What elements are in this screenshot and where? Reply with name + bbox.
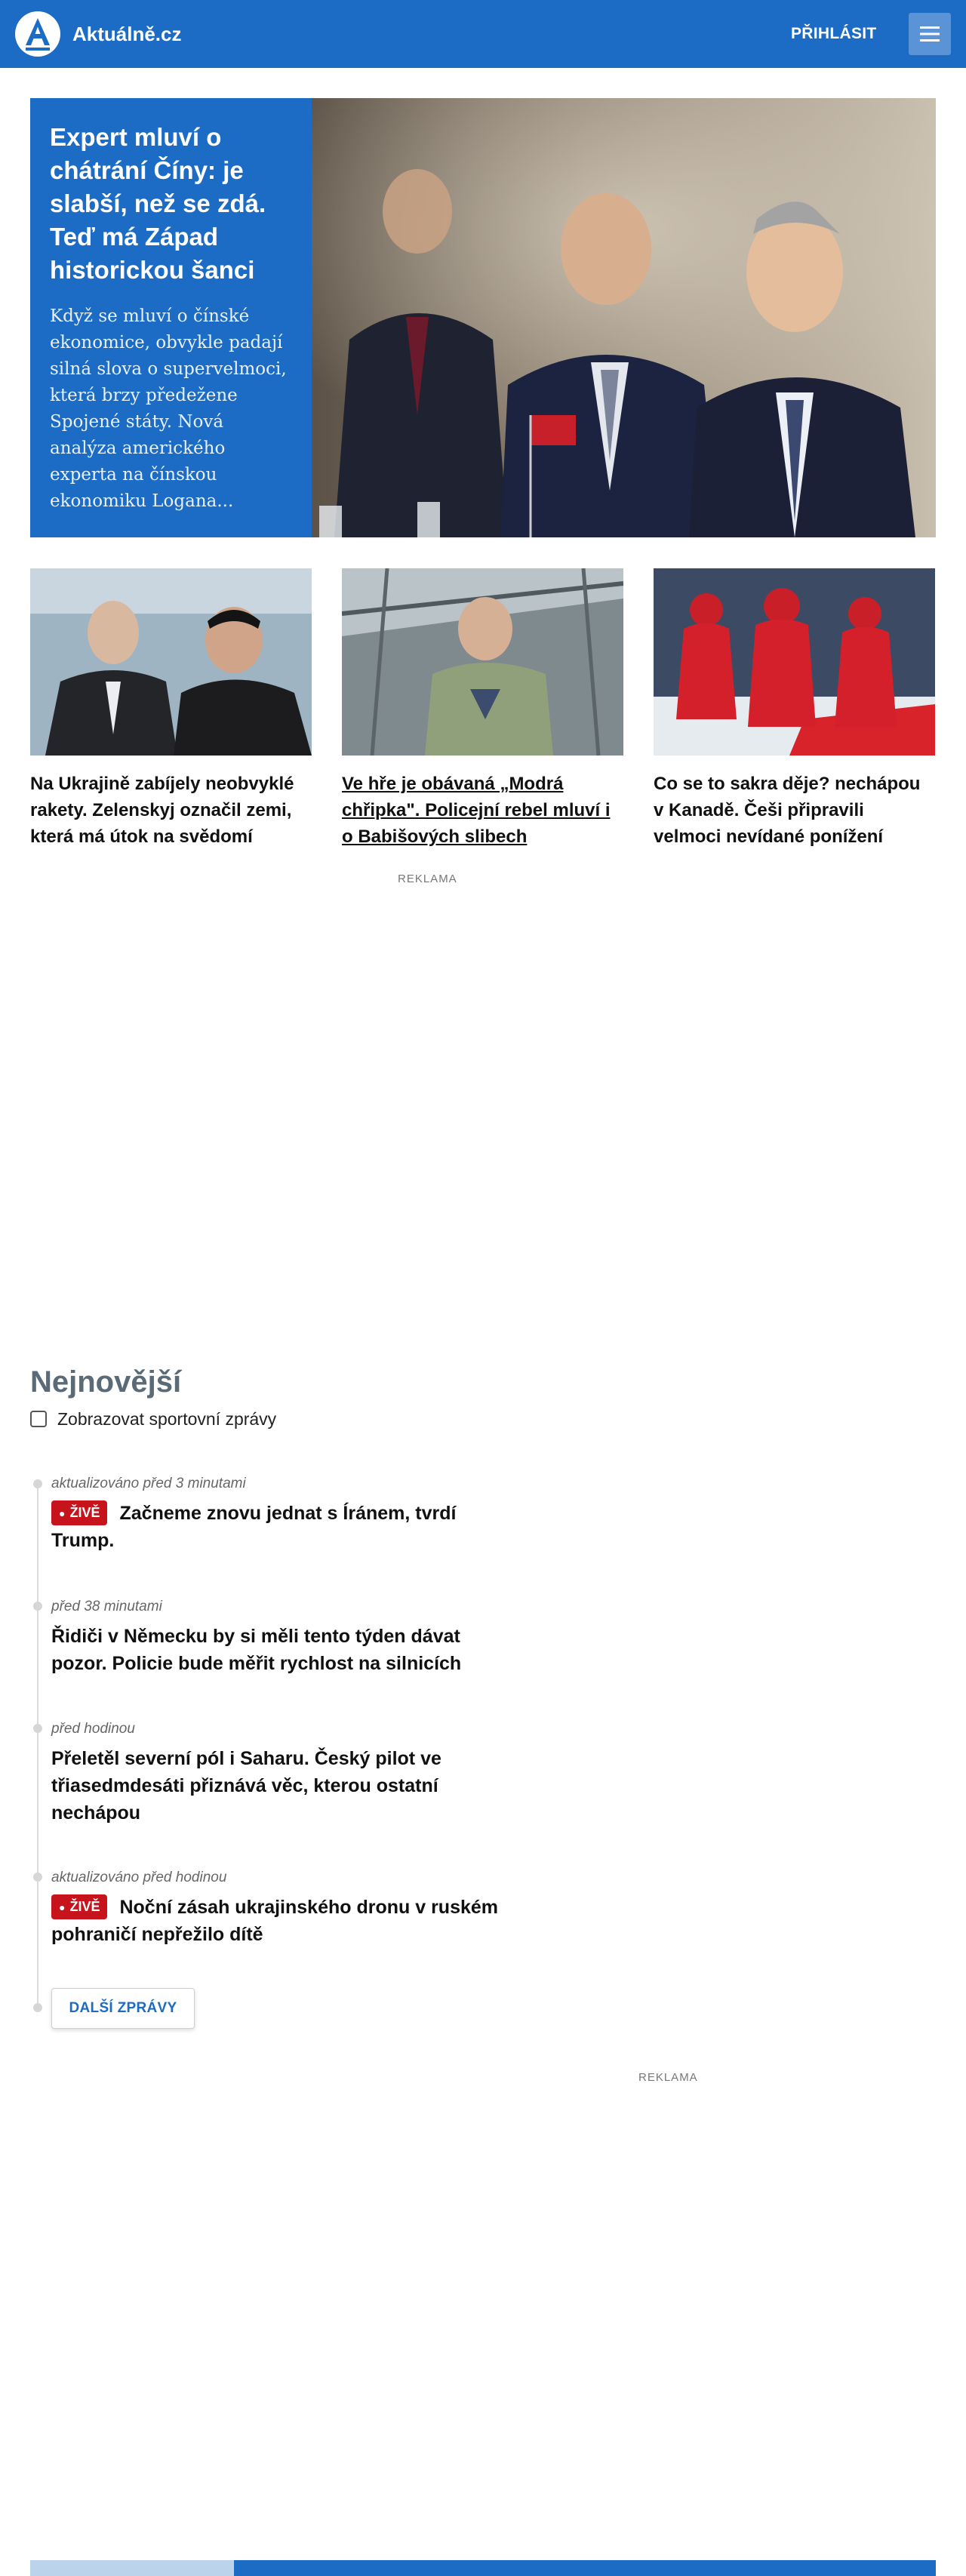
menu-button[interactable] [909, 13, 951, 55]
article-title[interactable]: Ve hře je obávaná „Modrá chřipka". Policejní rebel mluví i o Babišových slibech [342, 774, 611, 847]
news-item[interactable] [51, 1719, 504, 1827]
hero-article[interactable] [30, 98, 936, 537]
article-card[interactable] [30, 568, 312, 850]
hero-text-box [30, 98, 312, 537]
live-badge [51, 1500, 107, 1525]
news-time: před 38 minutami [51, 1599, 162, 1614]
live-dot-icon: ● [59, 1507, 66, 1519]
live-label: ŽIVĚ [69, 1899, 100, 1914]
sports-toggle[interactable] [30, 1408, 276, 1430]
article-title[interactable]: Co se to sakra děje? nechápou v Kanadě. Češi připravili velmoci nevídané ponížení [654, 774, 921, 847]
logo-letter-a [23, 17, 53, 51]
hero-photo[interactable] [312, 98, 936, 537]
news-item[interactable] [51, 1474, 504, 1554]
news-item[interactable] [51, 1597, 504, 1677]
ad-label: REKLAMA [638, 2071, 698, 2084]
section-tab-light[interactable] [30, 2560, 234, 2576]
news-title[interactable] [51, 1894, 504, 1948]
article-title[interactable]: Na Ukrajině zabíjely neobvyklé rakety. Zelenskyj označil zemi, která má útok na svědomí [30, 774, 294, 847]
ad-slot [30, 898, 936, 1321]
news-title[interactable]: Přeletěl severní pól i Saharu. Český pilot ve třiasedmdesáti přiznává věc, kterou ostatní nechápou [51, 1748, 441, 1824]
site-name[interactable]: Aktuálně.cz [72, 23, 182, 45]
news-title[interactable]: Řidiči v Německu by si měli tento týden dávat pozor. Policie bude měřit rychlost na silnicích [51, 1626, 462, 1674]
live-badge [51, 1894, 107, 1919]
article-photo[interactable] [654, 568, 935, 756]
login-button[interactable]: PŘIHLÁSIT [791, 25, 877, 42]
article-photo[interactable] [30, 568, 312, 756]
timeline-dot [33, 2003, 42, 2012]
ad-label: REKLAMA [398, 873, 457, 885]
news-time: aktualizováno před 3 minutami [51, 1476, 246, 1491]
news-title-text[interactable]: Začneme znovu jednat s Íránem, tvrdí Trump. [51, 1503, 457, 1551]
news-item[interactable] [51, 1868, 504, 1948]
sports-toggle-label[interactable]: Zobrazovat sportovní zprávy [57, 1408, 277, 1429]
more-news-button[interactable]: DALŠÍ ZPRÁVY [51, 1988, 195, 2029]
news-title[interactable] [51, 1500, 504, 1554]
live-dot-icon: ● [59, 1901, 66, 1913]
site-header [0, 0, 966, 68]
timeline-line [37, 1479, 38, 2008]
hero-title[interactable]: Expert mluví o chátrání Číny: je slabší, než se zdá. Teď má Západ historickou šanci [50, 123, 266, 284]
article-card[interactable] [342, 568, 623, 850]
article-card[interactable] [654, 568, 935, 850]
timeline-dot [33, 1724, 42, 1733]
news-title-text[interactable]: Noční zásah ukrajinského dronu v ruském pohraničí nepřežilo dítě [51, 1897, 499, 1945]
article-photo[interactable] [342, 568, 623, 756]
hamburger-icon [920, 26, 940, 42]
logo-icon[interactable] [15, 11, 60, 57]
sports-checkbox[interactable] [30, 1411, 47, 1427]
hero-perex: Když se mluví o čínské ekonomice, obvykle padají silná slova o supervelmoci, která brzy předežene Spojené státy. Nová analýza amerického experta na čínskou ekonomiku Logana... [50, 306, 287, 511]
section-tab-dark[interactable] [234, 2560, 936, 2576]
news-time: aktualizováno před hodinou [51, 1870, 227, 1885]
timeline-dot [33, 1873, 42, 1882]
live-label: ŽIVĚ [69, 1505, 100, 1520]
timeline-dot [33, 1602, 42, 1611]
ad-slot [528, 2094, 936, 2532]
news-time: před hodinou [51, 1721, 135, 1737]
latest-heading: Nejnovější [30, 1365, 182, 1399]
timeline-dot [33, 1479, 42, 1488]
